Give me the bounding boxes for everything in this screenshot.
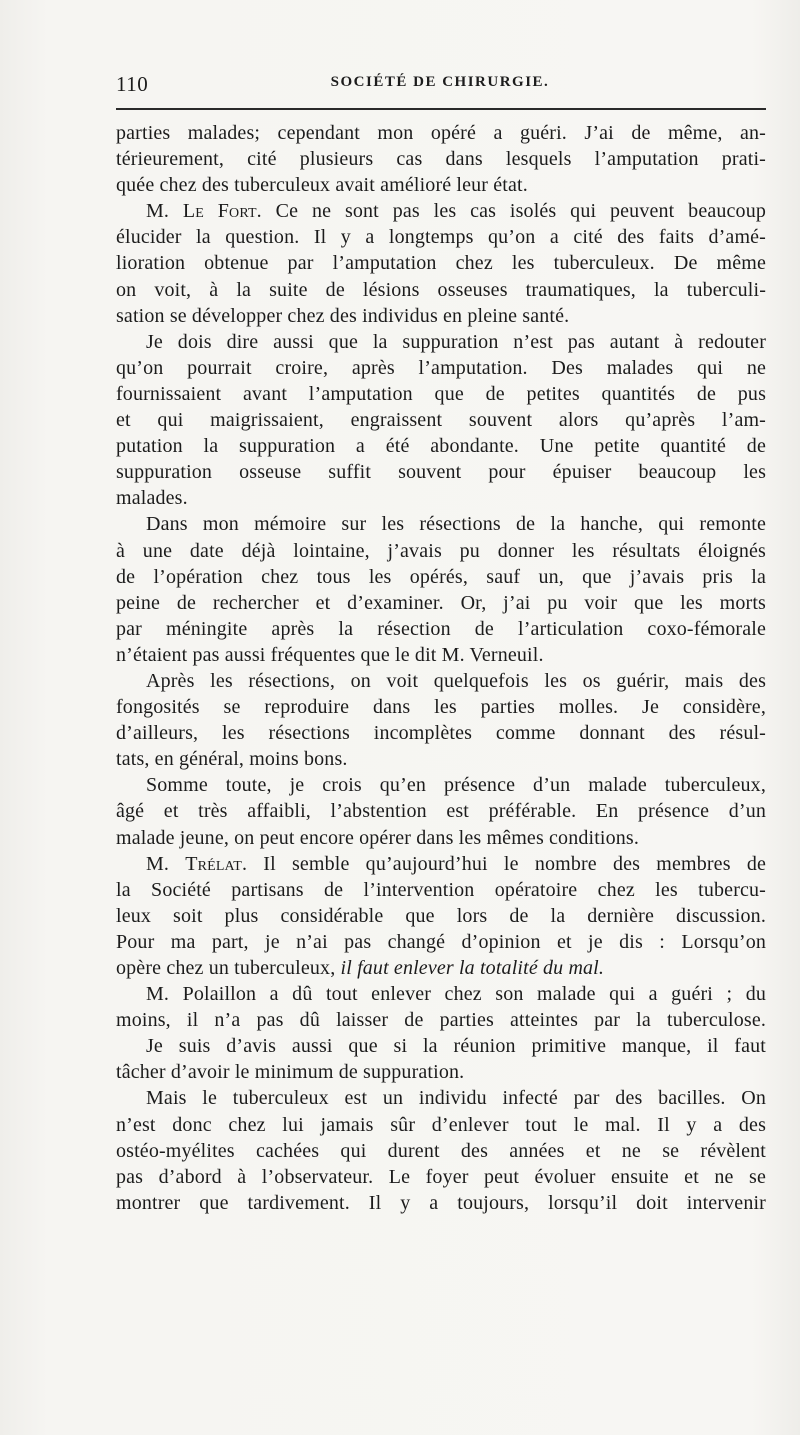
paragraph xyxy=(116,772,766,850)
page-number: 110 xyxy=(116,72,149,96)
text-line xyxy=(116,955,766,981)
line-rest: . Il semble qu’aujourd’hui le nombre des membres de xyxy=(241,852,766,875)
text-line: la Société partisans de l’intervention opératoire chez les tubercu- xyxy=(116,878,766,901)
text-line: quée chez des tuberculeux avait amélioré leur état. xyxy=(116,174,528,197)
text-line: n’est donc chez lui jamais sûr d’enlever tout le mal. Il y a des xyxy=(116,1113,766,1136)
text-line: fongosités se reproduire dans les parties molles. Je considère, xyxy=(116,696,766,719)
text-line: d’ailleurs, les résections incomplètes comme donnant des résul- xyxy=(116,722,766,745)
text-line: putation la suppuration a été abondante. Une petite quantité de xyxy=(116,435,766,458)
text-line: ostéo-myélites cachées qui durent des années et ne se révèlent xyxy=(116,1139,766,1162)
text-line: par méningite après la résection de l’articulation coxo-fémorale xyxy=(116,617,766,640)
paragraph xyxy=(116,1085,766,1215)
text-line: tats, en général, moins bons. xyxy=(116,748,348,771)
text-line: à une date déjà lointaine, j’avais pu donner les résultats éloignés xyxy=(116,539,766,562)
text-line: suppuration osseuse suffit souvent pour épuiser beaucoup les xyxy=(116,461,766,484)
page-header xyxy=(116,72,764,102)
text-line: malades. xyxy=(116,487,188,510)
text-line: élucider la question. Il y a longtemps qu’on a cité des faits d’amé- xyxy=(116,226,766,249)
paragraph xyxy=(116,198,766,328)
text-line: leux soit plus considérable que lors de la dernière discussion. xyxy=(116,904,766,927)
paragraph xyxy=(116,668,766,772)
line-start: opère chez un tuberculeux, xyxy=(116,957,341,979)
text-line: pas d’abord à l’observateur. Le foyer peut évoluer ensuite et ne se xyxy=(116,1165,766,1188)
text-line: moins, il n’a pas dû laisser de parties atteintes par la tuberculose. xyxy=(116,1009,766,1032)
paragraph xyxy=(116,851,766,981)
text-line xyxy=(116,851,766,877)
speaker-name: Trélat xyxy=(185,852,242,875)
text-line: Je dois dire aussi que la suppuration n’est pas autant à redouter xyxy=(146,330,766,353)
text-line: malade jeune, on peut encore opérer dans les mêmes conditions. xyxy=(116,826,640,849)
line-rest: . Ce ne sont pas les cas isolés qui peuvent beaucoup xyxy=(256,200,767,223)
text-line: lioration obtenue par l’amputation chez les tuberculeux. De même xyxy=(116,252,766,275)
speaker-prefix: M. xyxy=(146,852,186,875)
text-line: sation se développer chez des individus en pleine santé. xyxy=(116,304,570,327)
paragraph xyxy=(116,329,766,512)
text-line: térieurement, cité plusieurs cas dans lesquels l’amputation prati- xyxy=(116,148,766,171)
italic-emphasis: il faut enlever la totalité du mal. xyxy=(340,957,605,979)
paragraph xyxy=(116,120,766,198)
text-line: Pour ma part, je n’ai pas changé d’opinion et je dis : Lorsqu’on xyxy=(116,930,766,953)
text-line: et qui maigrissaient, engraissent souvent alors qu’après l’am- xyxy=(116,409,766,432)
speaker-name: Le Fort xyxy=(182,200,257,223)
body-text xyxy=(116,120,766,1216)
text-line: Après les résections, on voit quelquefois les os guérir, mais des xyxy=(146,669,766,692)
text-line: fournissaient avant l’amputation que de petites quantités de pus xyxy=(116,382,766,405)
text-line: Dans mon mémoire sur les résections de la hanche, qui remonte xyxy=(146,513,766,536)
speaker-prefix: M. xyxy=(146,200,183,223)
running-title: SOCIÉTÉ DE CHIRURGIE. xyxy=(330,74,550,90)
text-line: de l’opération chez tous les opérés, sauf un, que j’avais pris la xyxy=(116,565,766,588)
text-line: peine de rechercher et d’examiner. Or, j’ai pu voir que les morts xyxy=(116,591,766,614)
text-line xyxy=(116,198,766,224)
text-line: parties malades; cependant mon opéré a guéri. J’ai de même, an- xyxy=(116,122,766,144)
text-line: on voit, à la suite de lésions osseuses traumatiques, la tuberculi- xyxy=(116,278,766,301)
header-rule xyxy=(116,108,766,110)
text-line: Somme toute, je crois qu’en présence d’un malade tuberculeux, xyxy=(146,774,766,797)
text-line: Je suis d’avis aussi que si la réunion primitive manque, il faut xyxy=(146,1035,766,1058)
paragraph xyxy=(116,981,766,1085)
text-line: M. Polaillon a dû tout enlever chez son malade qui a guéri ; du xyxy=(146,983,766,1006)
text-line: tâcher d’avoir le minimum de suppuration. xyxy=(116,1061,465,1084)
text-line: n’étaient pas aussi fréquentes que le dit M. Verneuil. xyxy=(116,643,544,666)
text-line: Mais le tuberculeux est un individu infecté par des bacilles. On xyxy=(146,1087,766,1110)
text-line: montrer que tardivement. Il y a toujours, lorsqu’il doit intervenir xyxy=(116,1191,766,1214)
text-line: qu’on pourrait croire, après l’amputation. Des malades qui ne xyxy=(116,356,766,379)
paragraph xyxy=(116,511,766,668)
text-line: âgé et très affaibli, l’abstention est préférable. En présence d’un xyxy=(116,800,766,823)
